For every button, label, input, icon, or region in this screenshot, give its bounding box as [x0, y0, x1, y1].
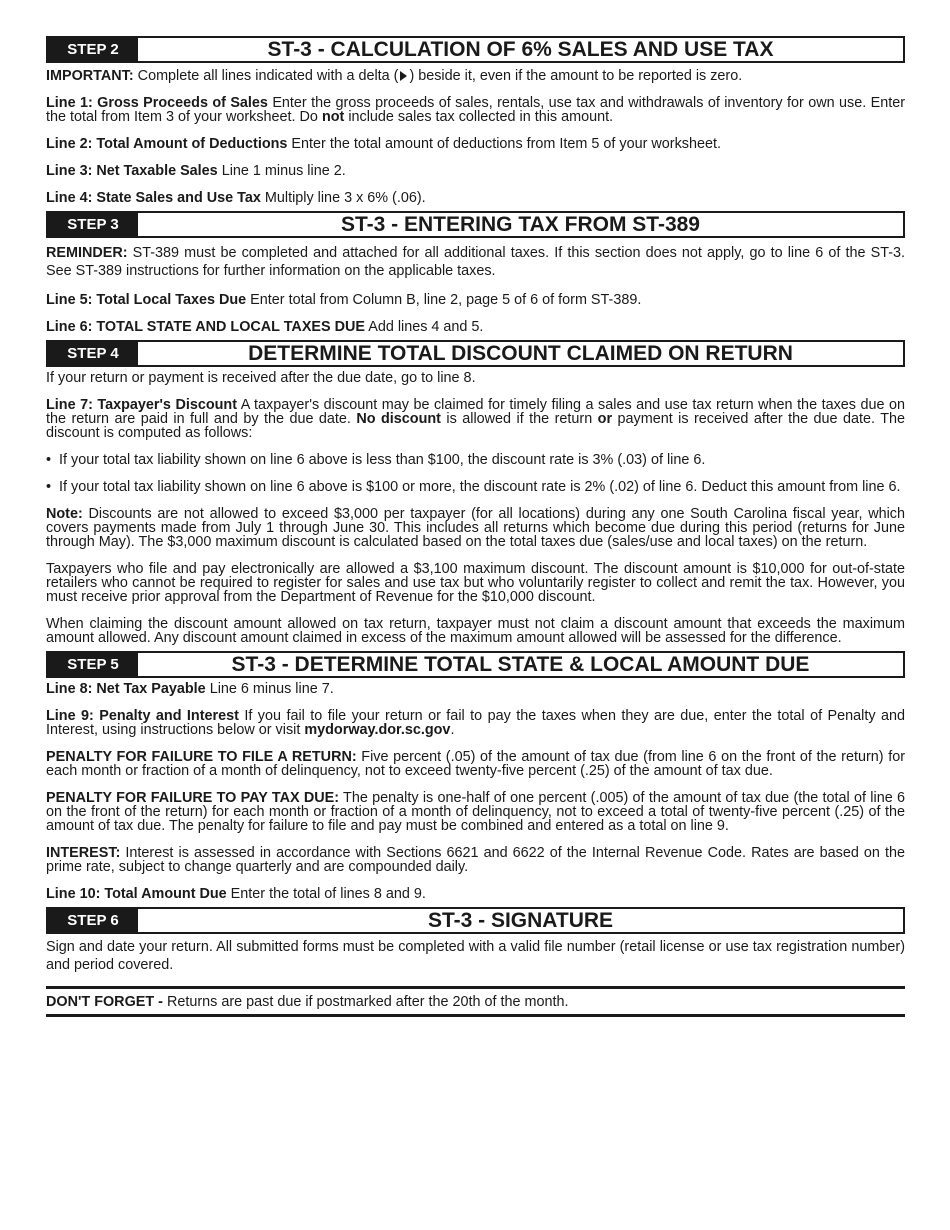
line2-instruction: Line 2: Total Amount of Deductions Enter the total amount of deductions from Item 5 of your worksheet. [46, 136, 721, 152]
discount-note: Note: Discounts are not allowed to exceed $3,000 per taxpayer (for all locations) during any one South Carolina fiscal year, which covers payments made from July 1 through June 30. This includes all returns which become due during this period (returns for June through May). The $3,000 maximum discount is calculated based on the total taxes due (sales/use and local taxes) on the return. [46, 506, 905, 550]
step3-title: ST-3 - ENTERING TAX FROM ST-389 [341, 213, 700, 236]
divider [46, 1014, 905, 1017]
line9-instruction: Line 9: Penalty and Interest If you fail to file your return or fail to pay the taxes when they are due, enter the total of Penalty and Interest, using instructions below or visit mydorway.dor.sc.gov. [46, 708, 905, 738]
step4-intro: If your return or payment is received after the due date, go to line 8. [46, 370, 476, 386]
step4-label: STEP 4 [48, 342, 138, 365]
line7-instruction: Line 7: Taxpayer's Discount A taxpayer's discount may be claimed for timely filing a sales and use tax return when the taxes due on the return are paid in full and by the due date. No discount is allowed if the return or payment is received after the due date. The discount is computed as follows: [46, 397, 905, 441]
line1-instruction: Line 1: Gross Proceeds of Sales Enter the gross proceeds of sales, rentals, use tax and withdrawals of inventory for own use. Enter the total from Item 3 of your worksheet. Do not include sales tax collected in this amount. [46, 95, 905, 125]
step6-label: STEP 6 [48, 909, 138, 932]
step5-title: ST-3 - DETERMINE TOTAL STATE & LOCAL AMOUNT DUE [231, 653, 810, 676]
important-label: IMPORTANT: [46, 68, 134, 84]
penalty-file-paragraph: PENALTY FOR FAILURE TO FILE A RETURN: Five percent (.05) of the amount of tax due (from line 6 on the front of the return) for each month or fraction of a month of delinquency, not to exceed twenty-five percent (.25) of the amount of tax due. [46, 749, 905, 779]
step3-label: STEP 3 [48, 213, 138, 236]
step2-label: STEP 2 [48, 38, 138, 61]
line3-instruction: Line 3: Net Taxable Sales Line 1 minus line 2. [46, 163, 346, 179]
penalty-pay-paragraph: PENALTY FOR FAILURE TO PAY TAX DUE: The penalty is one-half of one percent (.005) of the amount of tax due (the total of line 6 on the front of the return) for each month or fraction of a month of delinquency, not to exceed a total of twenty-five percent (.25) of the amount of tax due. The penalty for failure to file and pay must be combined and entered as a total on line 9. [46, 790, 905, 834]
step6-title: ST-3 - SIGNATURE [427, 909, 614, 932]
line4-instruction: Line 4: State Sales and Use Tax Multiply line 3 x 6% (.06). [46, 190, 426, 206]
step3-header [46, 211, 905, 238]
step6-header [46, 907, 905, 934]
important-note: IMPORTANT: Complete all lines indicated with a delta ( ) beside it, even if the amount to be reported is zero. [46, 68, 743, 84]
dont-forget-note: DON'T FORGET - Returns are past due if postmarked after the 20th of the month. [46, 994, 569, 1010]
discount-bullet-1: • If your total tax liability shown on line 6 above is less than $100, the discount rate is 3% (.03) of line 6. [46, 452, 706, 468]
electronic-discount-paragraph: Taxpayers who file and pay electronically are allowed a $3,100 maximum discount. The discount amount is $10,000 for out-of-state retailers who cannot be required to register for sales and use tax but who voluntarily register to collect and remit the tax. However, you must receive prior approval from the Department of Revenue for the $10,000 discount. [46, 561, 905, 605]
line5-instruction: Line 5: Total Local Taxes Due Enter total from Column B, line 2, page 5 of 6 of form ST-389. [46, 292, 642, 308]
discount-claim-paragraph: When claiming the discount amount allowed on tax return, taxpayer must not claim a discount amount that exceeds the maximum amount allowed. Any discount amount claimed in excess of the maximum amount allowed will be assessed for the difference. [46, 616, 905, 646]
step2-title: ST-3 - CALCULATION OF 6% SALES AND USE TAX [267, 38, 774, 61]
signature-instruction: Sign and date your return. All submitted forms must be completed with a valid file number (retail license or use tax registration number) and period covered. [46, 939, 905, 973]
step4-header [46, 340, 905, 367]
line6-instruction: Line 6: TOTAL STATE AND LOCAL TAXES DUE Add lines 4 and 5. [46, 319, 484, 335]
step5-label: STEP 5 [48, 653, 138, 676]
delta-icon [400, 71, 407, 81]
step5-header [46, 651, 905, 678]
line10-instruction: Line 10: Total Amount Due Enter the total of lines 8 and 9. [46, 886, 426, 902]
step2-header [46, 36, 905, 63]
step4-title: DETERMINE TOTAL DISCOUNT CLAIMED ON RETURN [248, 342, 793, 365]
bullet-icon: • [46, 452, 52, 468]
dor-website-link[interactable]: mydorway.dor.sc.gov [304, 722, 451, 738]
dont-forget-box [46, 989, 905, 1014]
discount-bullet-2: • If your total tax liability shown on line 6 above is $100 or more, the discount rate is 2% (.02) of line 6. Deduct this amount from line 6. [46, 479, 901, 495]
interest-paragraph: INTEREST: Interest is assessed in accordance with Sections 6621 and 6622 of the Internal Revenue Code. Rates are based on the prime rate, subject to change quarterly and are compounded daily. [46, 845, 905, 875]
line8-instruction: Line 8: Net Tax Payable Line 6 minus line 7. [46, 681, 334, 697]
reminder-note: REMINDER: ST-389 must be completed and attached for all additional taxes. If this section does not apply, go to line 6 of the ST-3. See ST-389 instructions for further information on the applicable taxes. [46, 245, 905, 279]
instructions-page [46, 36, 905, 1017]
bullet-icon: • [46, 479, 52, 495]
